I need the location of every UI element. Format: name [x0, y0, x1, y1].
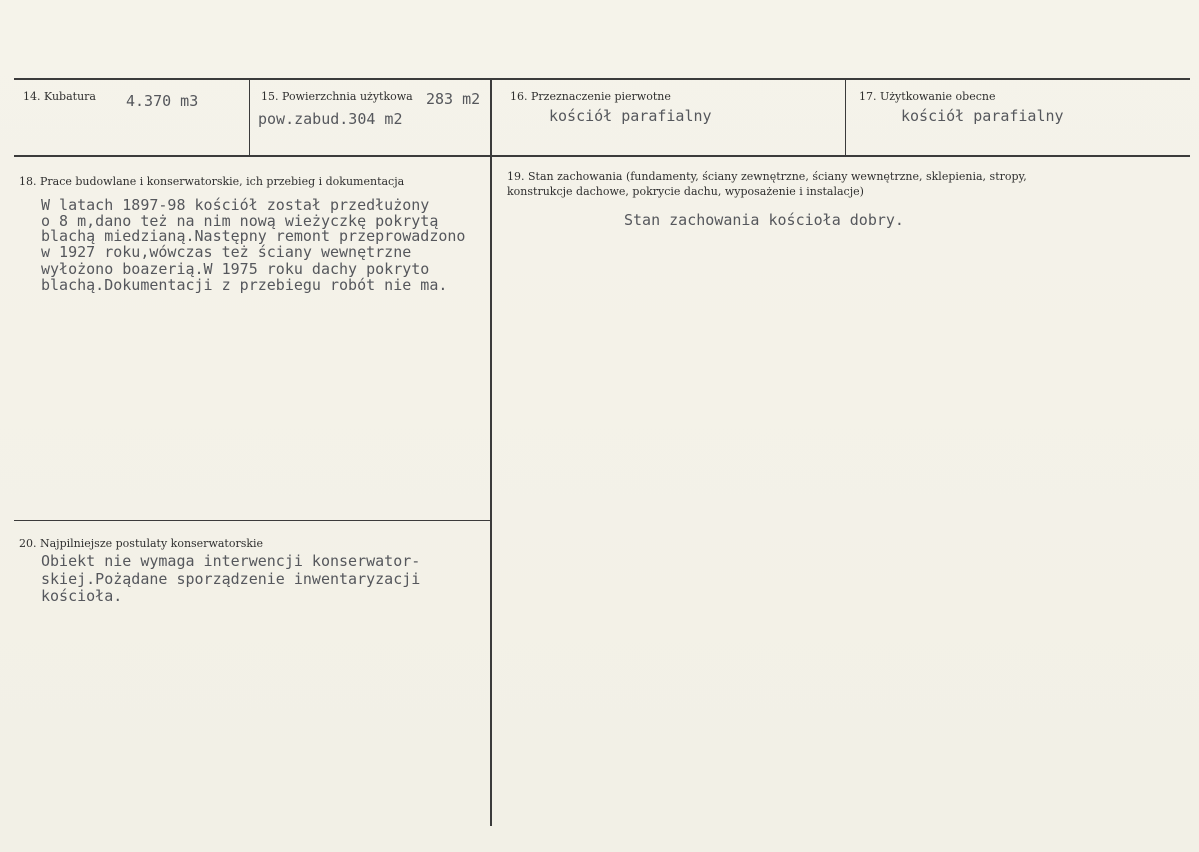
field-15-label: 15. Powierzchnia użytkowa: [261, 90, 413, 103]
top-rule: [14, 78, 1190, 80]
section20-top-rule: [14, 520, 490, 521]
divider-f16-f17: [845, 79, 846, 156]
field-19-label-line-2: konstrukcje dachowe, pokrycie dachu, wyposażenie i instalacje): [507, 185, 864, 198]
field-18-line-3: blachą miedzianą.Następny remont przeprowadzono: [41, 227, 466, 245]
field-19-value: Stan zachowania kościoła dobry.: [624, 211, 904, 229]
field-18-line-2: o 8 m,dano też na nim nową wieżyczkę pokrytą: [41, 212, 439, 230]
field-14-label: 14. Kubatura: [23, 90, 96, 103]
field-20-line-2: skiej.Pożądane sporządzenie inwentaryzacji: [41, 570, 421, 588]
field-19-label-line-1: 19. Stan zachowania (fundamenty, ściany zewnętrzne, ściany wewnętrzne, sklepienia, stropy,: [507, 170, 1027, 183]
field-16-label: 16. Przeznaczenie pierwotne: [510, 90, 671, 103]
field-18-line-4: w 1927 roku,wówczas też ściany wewnętrzne: [41, 243, 412, 261]
field-18-line-5: wyłożono boazerią.W 1975 roku dachy pokryto: [41, 260, 430, 278]
field-15-value-usable: 283 m2: [426, 90, 481, 108]
field-20-label: 20. Najpilniejsze postulaty konserwatorskie: [19, 537, 264, 550]
field-17-value: kościół parafialny: [901, 107, 1064, 125]
field-20-line-3: kościoła.: [41, 587, 123, 605]
field-18-line-1: W latach 1897-98 kościół został przedłużony: [41, 196, 430, 214]
row1-bottom-rule: [14, 155, 1190, 157]
field-18-label: 18. Prace budowlane i konserwatorskie, ich przebieg i dokumentacja: [19, 175, 405, 188]
field-16-value: kościół parafialny: [549, 107, 712, 125]
field-15-value-built: pow.zabud.304 m2: [258, 110, 403, 128]
field-14-value: 4.370 m3: [126, 92, 199, 110]
divider-f14-f15: [249, 79, 250, 156]
field-20-line-1: Obiekt nie wymaga interwencji konserwator-: [41, 552, 421, 570]
divider-main: [490, 79, 492, 826]
field-17-label: 17. Użytkowanie obecne: [859, 90, 996, 103]
field-18-line-6: blachą.Dokumentacji z przebiegu robót nie ma.: [41, 276, 448, 294]
